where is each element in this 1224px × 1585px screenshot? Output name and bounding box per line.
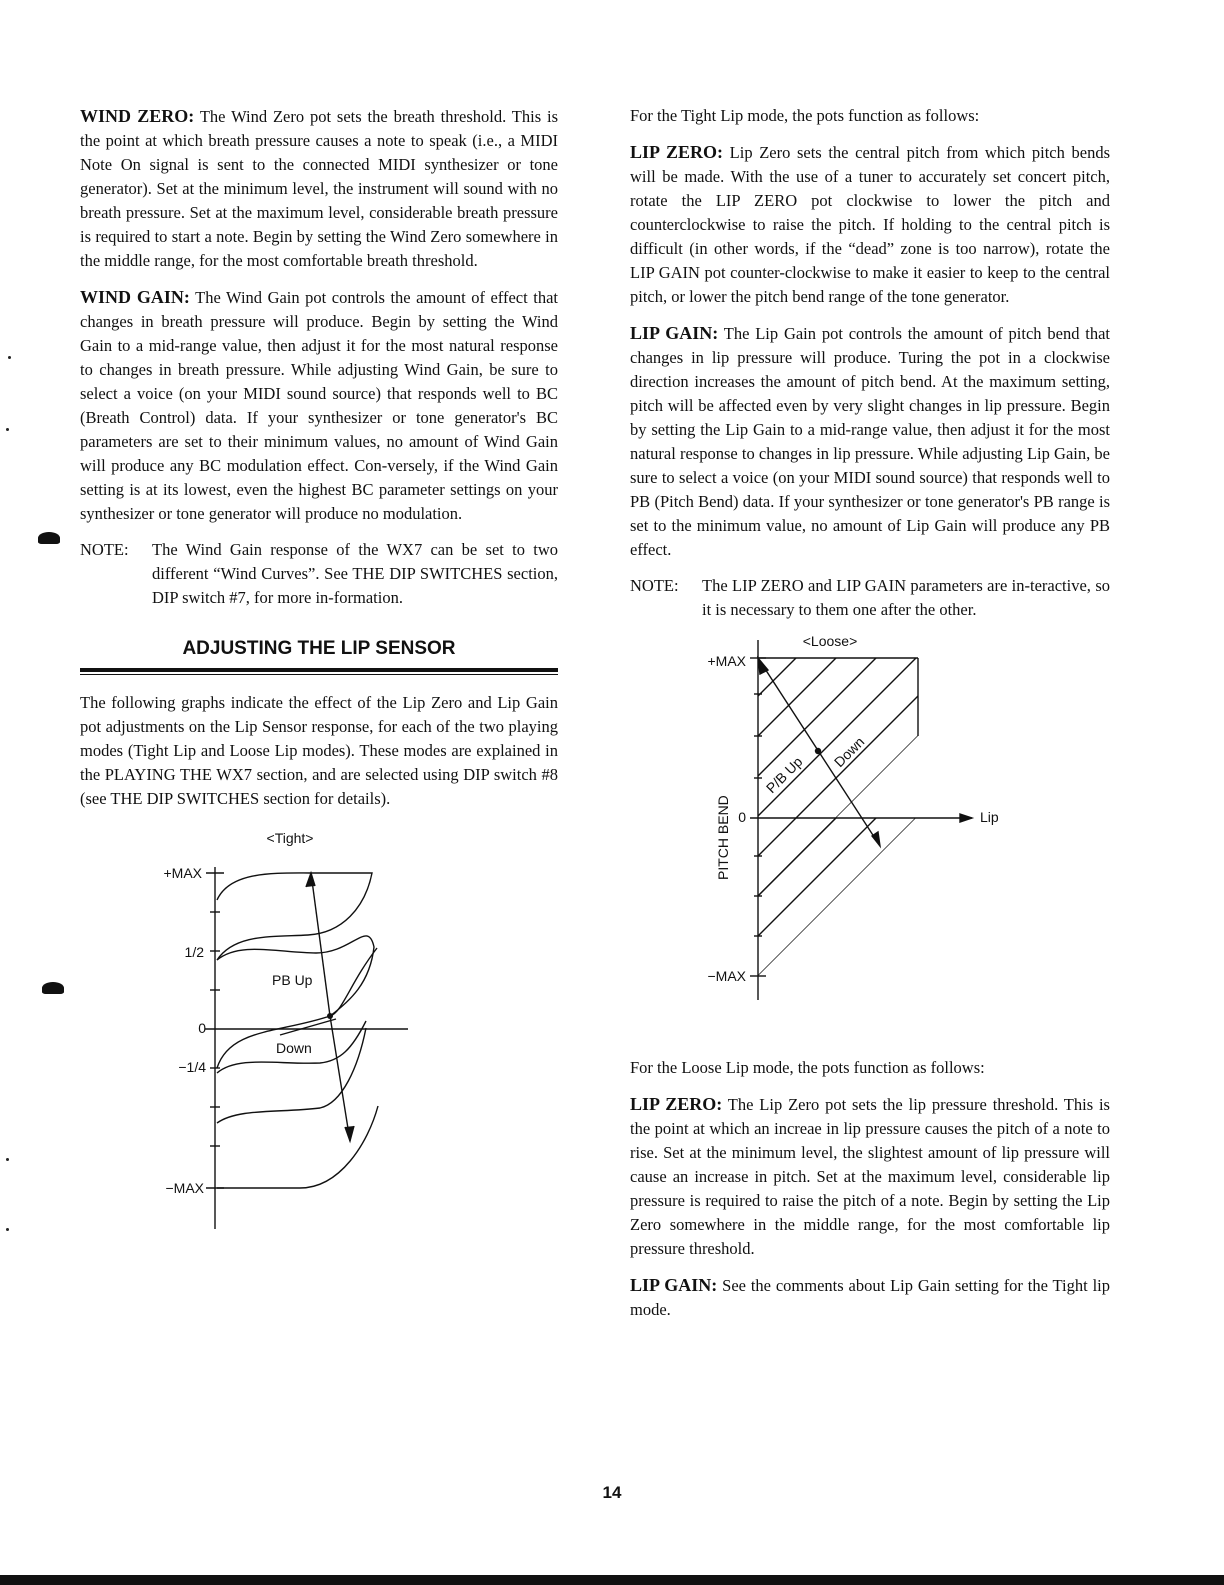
section-title: ADJUSTING THE LIP SENSOR <box>182 638 456 659</box>
scan-dot <box>6 1158 9 1161</box>
loose-y-label-max: +MAX <box>707 653 746 669</box>
loose-down-arrowhead <box>872 832 880 846</box>
tight-down-arrowhead <box>345 1126 354 1141</box>
tight-pb-up-arrow-line <box>311 873 330 1016</box>
loose-pb-up-label: P/B Up <box>762 753 806 797</box>
loose-y-label-zero: 0 <box>738 809 746 825</box>
wind-gain-label: WIND GAIN: <box>80 287 190 307</box>
ink-blot-mark <box>42 982 64 994</box>
note-text: The LIP ZERO and LIP GAIN parameters are in-teractive, so it is necessary to them one after the other. <box>702 576 1110 619</box>
section-rule-thick <box>80 668 558 672</box>
loose-mode-intro: For the Loose Lip mode, the pots function as follows: <box>630 1058 985 1077</box>
tight-curve-bottom <box>217 1106 378 1188</box>
tight-y-label-quarter: −1/4 <box>178 1059 206 1075</box>
tight-y-label-zero: 0 <box>198 1020 206 1036</box>
lip-zero-loose-paragraph <box>630 1092 1110 1261</box>
tight-pb-up-label: PB Up <box>272 972 313 988</box>
note-label: NOTE: <box>630 576 679 595</box>
lip-zero-loose-label: LIP ZERO: <box>630 1094 723 1114</box>
tight-mode-intro: For the Tight Lip mode, the pots function as follows: <box>630 106 980 125</box>
section-rule-thin <box>80 674 558 675</box>
tight-center-point <box>327 1013 333 1019</box>
loose-center-point <box>815 748 821 754</box>
scan-dot <box>8 356 11 359</box>
lip-zero-tight-text: Lip Zero sets the central pitch from which pitch bends will be made. With the use of a tuner to accurately set concert pitch, rotate the LIP ZERO pot clockwise to lower the pitch and counterclockwise to raise the pitch. If holding to the central pitch is difficult (in other words, if the “dead” zone is too narrow), rotate the LIP GAIN pot counter-clockwise to make it easier to keep to the central pitch, or lower the pitch bend range of the tone generator. <box>630 143 1110 306</box>
tight-down-arrow-line <box>330 1016 350 1141</box>
scan-dot <box>6 1228 9 1231</box>
tight-pb-up-arrowhead <box>306 873 315 887</box>
tight-curve-top <box>217 873 372 960</box>
loose-x-label: Lip <box>980 809 999 825</box>
left-column <box>80 104 558 1243</box>
lip-sensor-intro: The following graphs indicate the effect of the Lip Zero and Lip Gain pot adjustments on the Lip Sensor response, for each of the two playing modes (Tight Lip and Loose Lip modes). These modes are explained in the PLAYING THE WX7 section, and are selected using DIP switch #8 (see THE DIP SWITCHES section for details). <box>80 693 558 808</box>
lip-zero-tight-paragraph <box>630 140 1110 309</box>
lip-gain-loose-text: See the comments about Lip Gain setting for the Tight lip mode. <box>630 1276 1110 1319</box>
lip-gain-loose-label: LIP GAIN: <box>630 1275 718 1295</box>
note-label: NOTE: <box>80 540 129 559</box>
loose-down-label: Down <box>830 733 868 771</box>
tight-diagram-title: <Tight> <box>266 830 314 846</box>
scan-dot <box>6 428 9 431</box>
wind-zero-paragraph <box>80 104 558 273</box>
wind-gain-note <box>80 538 558 610</box>
tight-diagram <box>80 823 558 1243</box>
loose-diagram-title: <Loose> <box>802 633 858 649</box>
wind-zero-text: The Wind Zero pot sets the breath threshold. This is the point at which breath pressure causes a note to speak (i.e., a MIDI Note On signal is sent to the connected MIDI synthesizer or tone generator). Set at the minimum level, the instrument will sound with no breath pressure. Set at the maximum level, considerable breath pressure is required to start a note. Begin by setting the Wind Zero somewhere in the middle range, for the most comfortable breath threshold. <box>80 107 558 270</box>
tight-down-label: Down <box>276 1040 312 1056</box>
ink-blot-mark <box>38 532 60 544</box>
lip-zero-loose-text: The Lip Zero pot sets the lip pressure threshold. This is the point at which an increae in lip pressure causes the pitch of a note to rise. Set at the minimum level, the slightest amount of lip pressure will cause an increase in pitch. Set at the maximum level, considerable lip pressure is required to raise the pitch of a note. Begin by setting the Lip Zero somewhere in the middle range, for the most comfortable lip pressure threshold. <box>630 1095 1110 1258</box>
loose-hatch-lower <box>758 816 918 976</box>
loose-y-axis-title: PITCH BEND <box>715 795 731 880</box>
wind-gain-text: The Wind Gain pot controls the amount of effect that changes in breath pressure will produce. Begin by setting the Wind Gain to a mid-range value, then adjust it for the most natural response to changes in breath pressure. While adjusting Wind Gain, be sure to select a voice (on your MIDI sound source) that responds well to BC (Breath Control) data. If your synthesizer or tone generator's BC parameters are set to their minimum values, no amount of Wind Gain will produce any BC modulation effect. Con-versely, if the Wind Gain setting is at its lowest, even the highest BC parameter settings on your synthesizer or tone generator will produce no modulation. <box>80 288 558 523</box>
lip-gain-tight-text: The Lip Gain pot controls the amount of pitch bend that changes in lip pressure will produce. Turing the pot in a clockwise direction increases the amount of pitch bend. At the maximum setting, pitch will be affected even by very slight changes in lip pressure. Begin by setting the Lip Gain to a mid-range value, then adjust it for the most natural response to changes in lip pressure. While adjusting Lip Gain, be sure to select a voice (on your MIDI sound source) that responds well to PB (Pitch Bend) data. If your synthesizer or tone generator's PB range is set to the minimum value, no amount of Lip Gain will produce any PB effect. <box>630 324 1110 559</box>
loose-diagram <box>630 628 1110 1028</box>
tight-y-label-min: −MAX <box>165 1180 204 1196</box>
bottom-border-bar <box>0 1575 1224 1585</box>
lip-gain-tight-label: LIP GAIN: <box>630 323 719 343</box>
lip-gain-tight-paragraph <box>630 321 1110 562</box>
tight-y-label-half: 1/2 <box>184 944 204 960</box>
wind-gain-paragraph <box>80 285 558 526</box>
note-text: The Wind Gain response of the WX7 can be set to two different “Wind Curves”. See THE DIP SWITCHES section, DIP switch #7, for more in-formation. <box>152 540 558 607</box>
lip-gain-loose-paragraph <box>630 1273 1110 1322</box>
page-number: 14 <box>602 1483 622 1502</box>
lip-zero-tight-label: LIP ZERO: <box>630 142 724 162</box>
lip-note <box>630 574 1110 622</box>
tight-y-label-max: +MAX <box>163 865 202 881</box>
loose-lip-arrowhead <box>960 814 972 822</box>
loose-y-label-min: −MAX <box>707 968 746 984</box>
right-column <box>630 104 1110 1334</box>
wind-zero-label: WIND ZERO: <box>80 106 195 126</box>
